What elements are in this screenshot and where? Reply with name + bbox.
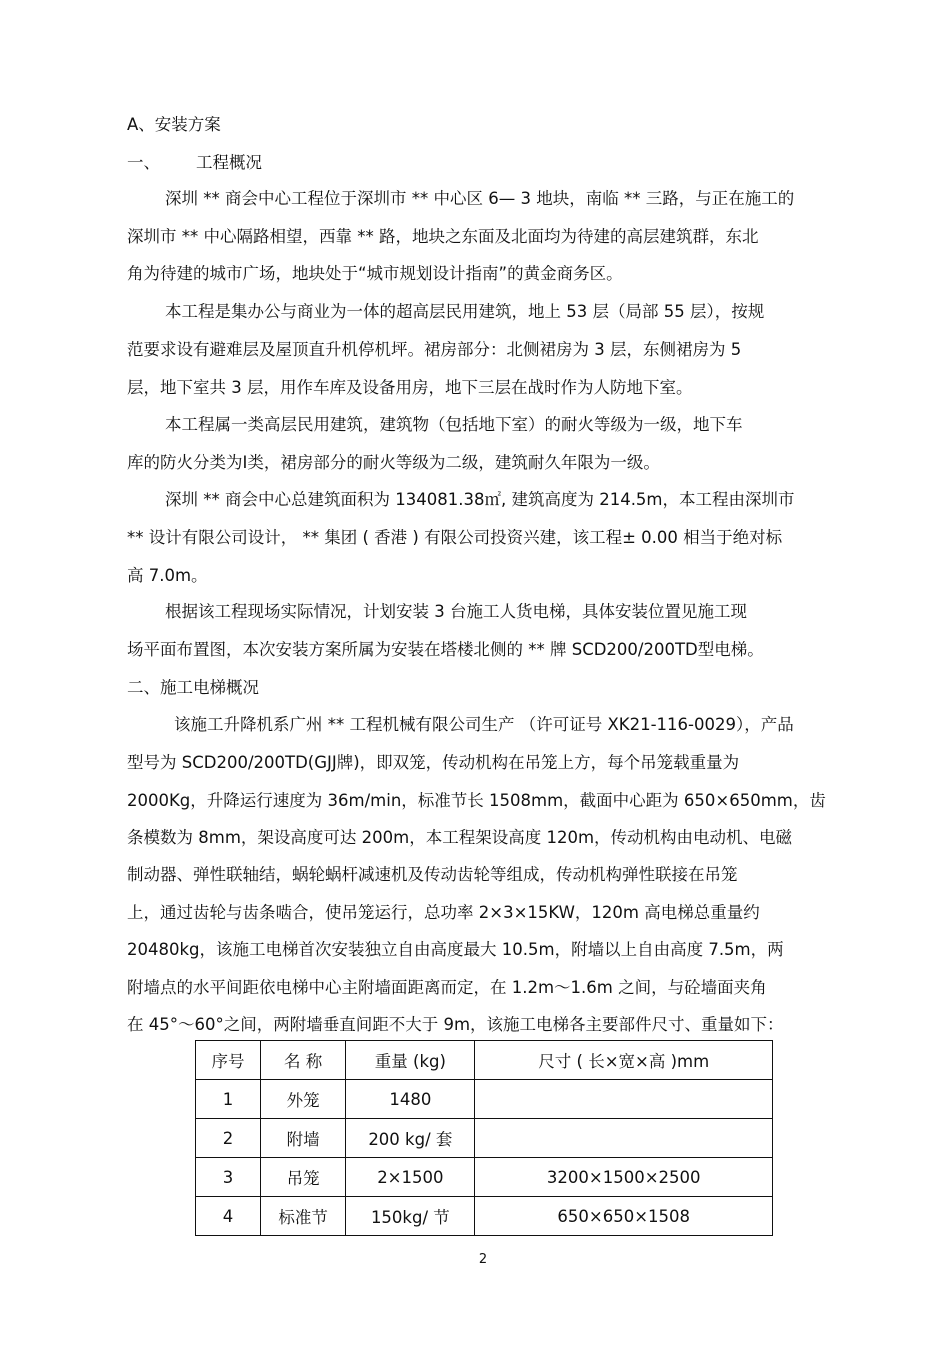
table-cell: 2	[196, 1119, 261, 1158]
table-header-cell: 尺寸 ( 长×宽×高 )mm	[475, 1041, 773, 1080]
paragraph-line: 上，通过齿轮与齿条啮合，使吊笼运行，总功率 2×3×15KW，120m 高电梯总重量约	[127, 903, 760, 922]
table-cell	[475, 1080, 773, 1119]
paragraph-line: 深圳市 ** 中心隔路相望，西靠 ** 路，地块之东面及北面均为待建的高层建筑群，东北	[127, 227, 759, 246]
paragraph-line: 条模数为 8mm，架设高度可达 200m，本工程架设高度 120m，传动机构由电动机、电磁	[127, 828, 793, 847]
table-cell: 标准节	[261, 1197, 346, 1236]
table-cell: 1	[196, 1080, 261, 1119]
table-header-cell: 序号	[196, 1041, 261, 1080]
paragraph-line: 本工程属一类高层民用建筑，建筑物（包括地下室）的耐火等级为一级，地下车	[165, 415, 743, 434]
table-cell	[475, 1119, 773, 1158]
paragraph-line: ** 设计有限公司设计， ** 集团 ( 香港 ) 有限公司投资兴建，该工程± 0.00 相当于绝对标	[127, 528, 783, 547]
table-cell: 4	[196, 1197, 261, 1236]
paragraph-line: 型号为 SCD200/200TD(GJJ牌)，即双笼，传动机构在吊笼上方，每个吊笼载重量为	[127, 753, 740, 772]
component-spec-table	[195, 1040, 773, 1236]
table-header-cell: 重量 (kg)	[346, 1041, 475, 1080]
table-cell: 3	[196, 1158, 261, 1197]
table-row	[196, 1080, 773, 1119]
table-cell: 吊笼	[261, 1158, 346, 1197]
paragraph-line: 在 45°～60°之间，两附墙垂直间距不大于 9m，该施工电梯各主要部件尺寸、重量如下：	[127, 1015, 784, 1034]
section-a-heading: A、安装方案	[127, 115, 221, 134]
table-cell: 附墙	[261, 1119, 346, 1158]
paragraph-line: 2000Kg，升降运行速度为 36m/min，标准节长 1508mm，截面中心距为 650×650mm，齿	[127, 791, 826, 810]
heading-title: 工程概况	[196, 153, 262, 172]
paragraph-line: 根据该工程现场实际情况，计划安装 3 台施工人货电梯，具体安装位置见施工现	[165, 602, 747, 621]
heading-elevator-overview: 二、施工电梯概况	[127, 678, 259, 697]
table-row	[196, 1197, 773, 1236]
paragraph-line: 范要求设有避难层及屋顶直升机停机坪。裙房部分：北侧裙房为 3 层，东侧裙房为 5	[127, 340, 742, 359]
paragraph-line: 附墙点的水平间距依电梯中心主附墙面距离而定，在 1.2m～1.6m 之间，与砼墙面夹角	[127, 978, 767, 997]
paragraph-line: 20480kg，该施工电梯首次安装独立自由高度最大 10.5m，附墙以上自由高度 7.5m，两	[127, 940, 784, 959]
table-cell: 650×650×1508	[475, 1197, 773, 1236]
table-cell: 3200×1500×2500	[475, 1158, 773, 1197]
paragraph-line: 层，地下室共 3 层，用作车库及设备用房，地下三层在战时作为人防地下室。	[127, 378, 693, 397]
paragraph-line: 角为待建的城市广场，地块处于“城市规划设计指南”的黄金商务区。	[127, 264, 623, 283]
paragraph-line: 深圳 ** 商会中心总建筑面积为 134081.38㎡, 建筑高度为 214.5m，本工程由深圳市	[165, 490, 795, 509]
table-cell: 外笼	[261, 1080, 346, 1119]
paragraph-line: 场平面布置图，本次安装方案所属为安装在塔楼北侧的 ** 牌 SCD200/200TD型电梯。	[127, 640, 764, 659]
paragraph-line: 制动器、弹性联轴结，蜗轮蜗杆减速机及传动齿轮等组成，传动机构弹性联接在吊笼	[127, 865, 738, 884]
paragraph-line: 高 7.0m。	[127, 566, 208, 585]
heading-number: 一、	[127, 153, 160, 172]
heading-project-overview	[127, 152, 262, 174]
table-row	[196, 1119, 773, 1158]
paragraph-line: 库的防火分类为Ⅰ类，裙房部分的耐火等级为二级，建筑耐久年限为一级。	[127, 453, 660, 472]
paragraph-line: 深圳 ** 商会中心工程位于深圳市 ** 中心区 6— 3 地块，南临 ** 三路，与正在施工的	[165, 189, 795, 208]
table-cell: 200 kg/ 套	[346, 1119, 475, 1158]
table-header-cell: 名 称	[261, 1041, 346, 1080]
page-number: 2	[478, 1252, 488, 1267]
table-header-row	[196, 1041, 773, 1080]
table-cell: 2×1500	[346, 1158, 475, 1197]
table-row	[196, 1158, 773, 1197]
table-cell: 150kg/ 节	[346, 1197, 475, 1236]
paragraph-line: 本工程是集办公与商业为一体的超高层民用建筑，地上 53 层（局部 55 层），按规	[165, 302, 765, 321]
table-cell: 1480	[346, 1080, 475, 1119]
paragraph-line: 该施工升降机系广州 ** 工程机械有限公司生产 （许可证号 XK21-116-0029），产品	[174, 715, 794, 734]
